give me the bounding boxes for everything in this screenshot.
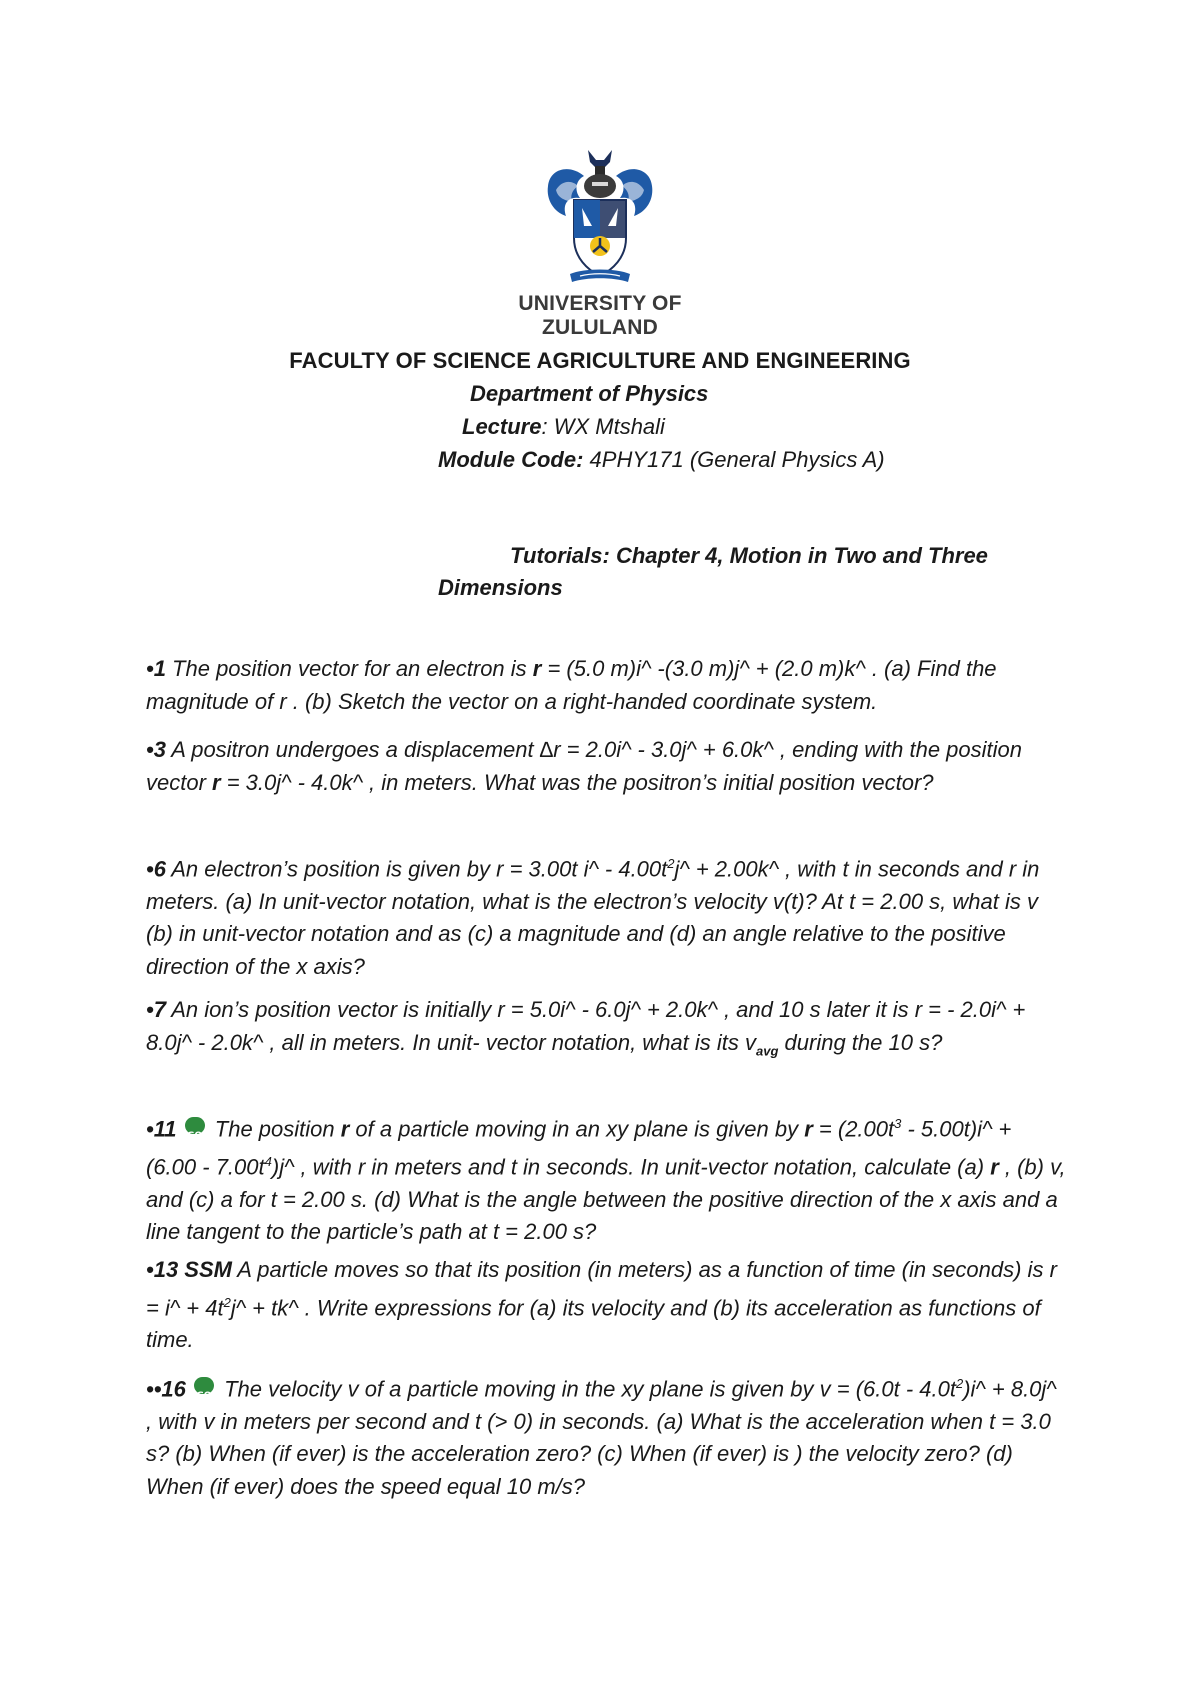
problem-number: •6 (146, 856, 166, 882)
problem-number: •11 (146, 1116, 177, 1142)
vector-symbol: r (532, 656, 542, 681)
problem-text: The position (208, 1116, 341, 1142)
problem-text: )j^ , with (271, 1154, 358, 1180)
superscript: 2 (955, 1376, 964, 1391)
problem-number: •3 (146, 737, 166, 762)
superscript: 2 (223, 1294, 231, 1310)
problem-text: . (b) Sketch the vector on a right-handed coordinate system. (286, 688, 878, 714)
problem-text: v of a particle moving in the xy plane is given by (347, 1376, 820, 1402)
module-value: 4PHY171 (General Physics A) (583, 447, 885, 472)
problem-16 (146, 1368, 1066, 1503)
module-code-line (438, 447, 885, 473)
problem-7 (146, 994, 1066, 1067)
problem-text: a for t = 2.00 s. (d) What is the angle between the positive direction of the x axis and a line tangent to the particle’s path at t = 2.00 s? (146, 1186, 1058, 1245)
lecturer-line (462, 414, 665, 440)
problem-text: An electron’s position is given by (165, 856, 497, 882)
problem-text: of a particle moving in an xy plane is given by (349, 1116, 805, 1142)
vector-symbol: r (279, 688, 287, 714)
lecture-value: : WX Mtshali (541, 414, 665, 439)
problem-3 (146, 734, 1066, 799)
university-name-line1: UNIVERSITY OF (518, 292, 682, 315)
problem-text: v (b) in unit-vector notation and as (c) a magnitude and (d) an angle relative to the positive direction of the x axis? (146, 888, 1038, 979)
problem-text: v (745, 1029, 757, 1055)
module-label: Module Code: (438, 447, 584, 472)
problem-text: A particle moves so that its position (in meters) as a function of time (in seconds) is (231, 1257, 1050, 1282)
problem-text: v(t)? At t = 2.00 s, what is (772, 888, 1027, 914)
faculty-title: FACULTY OF SCIENCE AGRICULTURE AND ENGINEERING (289, 348, 911, 373)
vector-symbol: r (340, 1116, 350, 1142)
problem-text: = (5.0 m)i^ -(3.0 m)j^ + (2.0 m)k^ . (a) Find the magnitude of (146, 656, 997, 714)
vector-symbol: r (990, 1154, 999, 1180)
problem-text: r in meters. (a) In unit-vector notation, what is the electron’s velocity (146, 856, 1040, 914)
problem-6 (146, 848, 1066, 983)
problem-text: r = - 2.0i^ + 8.0j^ - 2.0k^ , all in meters. In unit- vector notation, what is its (146, 997, 1026, 1055)
go-tutorial-icon (194, 1377, 214, 1394)
university-name-line2: ZULULAND (542, 316, 658, 339)
problem-text: j^ + tk^ . Write expressions for (a) its velocity and (b) its acceleration as functions of time. (146, 1294, 1041, 1353)
problem-text: r = 5.0i^ - 6.0j^ + 2.0k^ , and 10 s later it is (497, 997, 915, 1022)
problem-text: j^ + 2.00k^ , with t in seconds and (674, 856, 1009, 882)
problem-number: •7 (146, 997, 166, 1022)
vector-symbol: r (804, 1116, 813, 1142)
superscript: 3 (894, 1116, 902, 1131)
problem-number: ••16 (146, 1376, 186, 1402)
problem-text: , (b) (998, 1154, 1051, 1180)
department-title: Department of Physics (470, 381, 709, 406)
problem-13 (146, 1254, 1066, 1357)
subscript: avg (756, 1042, 779, 1058)
vector-symbol: r (212, 769, 221, 795)
superscript: 4 (264, 1153, 272, 1169)
tutorial-heading-line1: Tutorials: Chapter 4, Motion in Two and Three (510, 543, 988, 568)
problem-text: A positron undergoes a displacement ∆r = 2.0i^ - 3.0j^ + 6.0k^ , ending with the position vector (146, 737, 1023, 795)
problem-text: - 5.00t)i^ + (6.00 - 7.00t (146, 1116, 1012, 1180)
superscript: 2 (667, 856, 675, 871)
problem-text: )i^ + 8.0j^ , with (146, 1376, 1057, 1434)
problem-11 (146, 1108, 1066, 1249)
problem-text: r = i^ + 4t (146, 1257, 1057, 1320)
problem-text: The position vector for an electron is (165, 656, 533, 681)
problem-text: v = (6.0t - 4.0t (819, 1376, 956, 1402)
problem-text: r = 3.00t i^ - 4.00t (496, 856, 668, 882)
lecture-label: Lecture (462, 414, 542, 439)
tutorial-heading-line2: Dimensions (438, 575, 563, 600)
university-crest-logo (540, 146, 660, 296)
problem-1 (146, 653, 1066, 718)
problem-text: v, and (c) (146, 1154, 1066, 1212)
problem-text: during the 10 s? (778, 1029, 943, 1055)
problem-text: v in meters per second and t (> 0) in seconds. (a) What is the acceleration when t = 3.0 s? (b) When (if ever) is the acceleration zero? (c) When (if ever) is ) the velocity zero? (d) When (if ever) does the speed equal 10 m/s? (146, 1408, 1051, 1499)
problem-text: The velocity (218, 1376, 348, 1402)
problem-number: •13 SSM (146, 1257, 232, 1282)
problem-text: r in meters and t in seconds. In unit-vector notation, calculate (a) (357, 1154, 991, 1180)
problem-text: An ion’s position vector is initially (165, 997, 498, 1022)
problem-text: = (2.00t (812, 1116, 895, 1142)
problem-text: = 3.0j^ - 4.0k^ , in meters. What was the positron’s initial position vector? (220, 769, 934, 795)
problem-number: •1 (146, 656, 166, 681)
go-tutorial-icon (185, 1117, 205, 1134)
